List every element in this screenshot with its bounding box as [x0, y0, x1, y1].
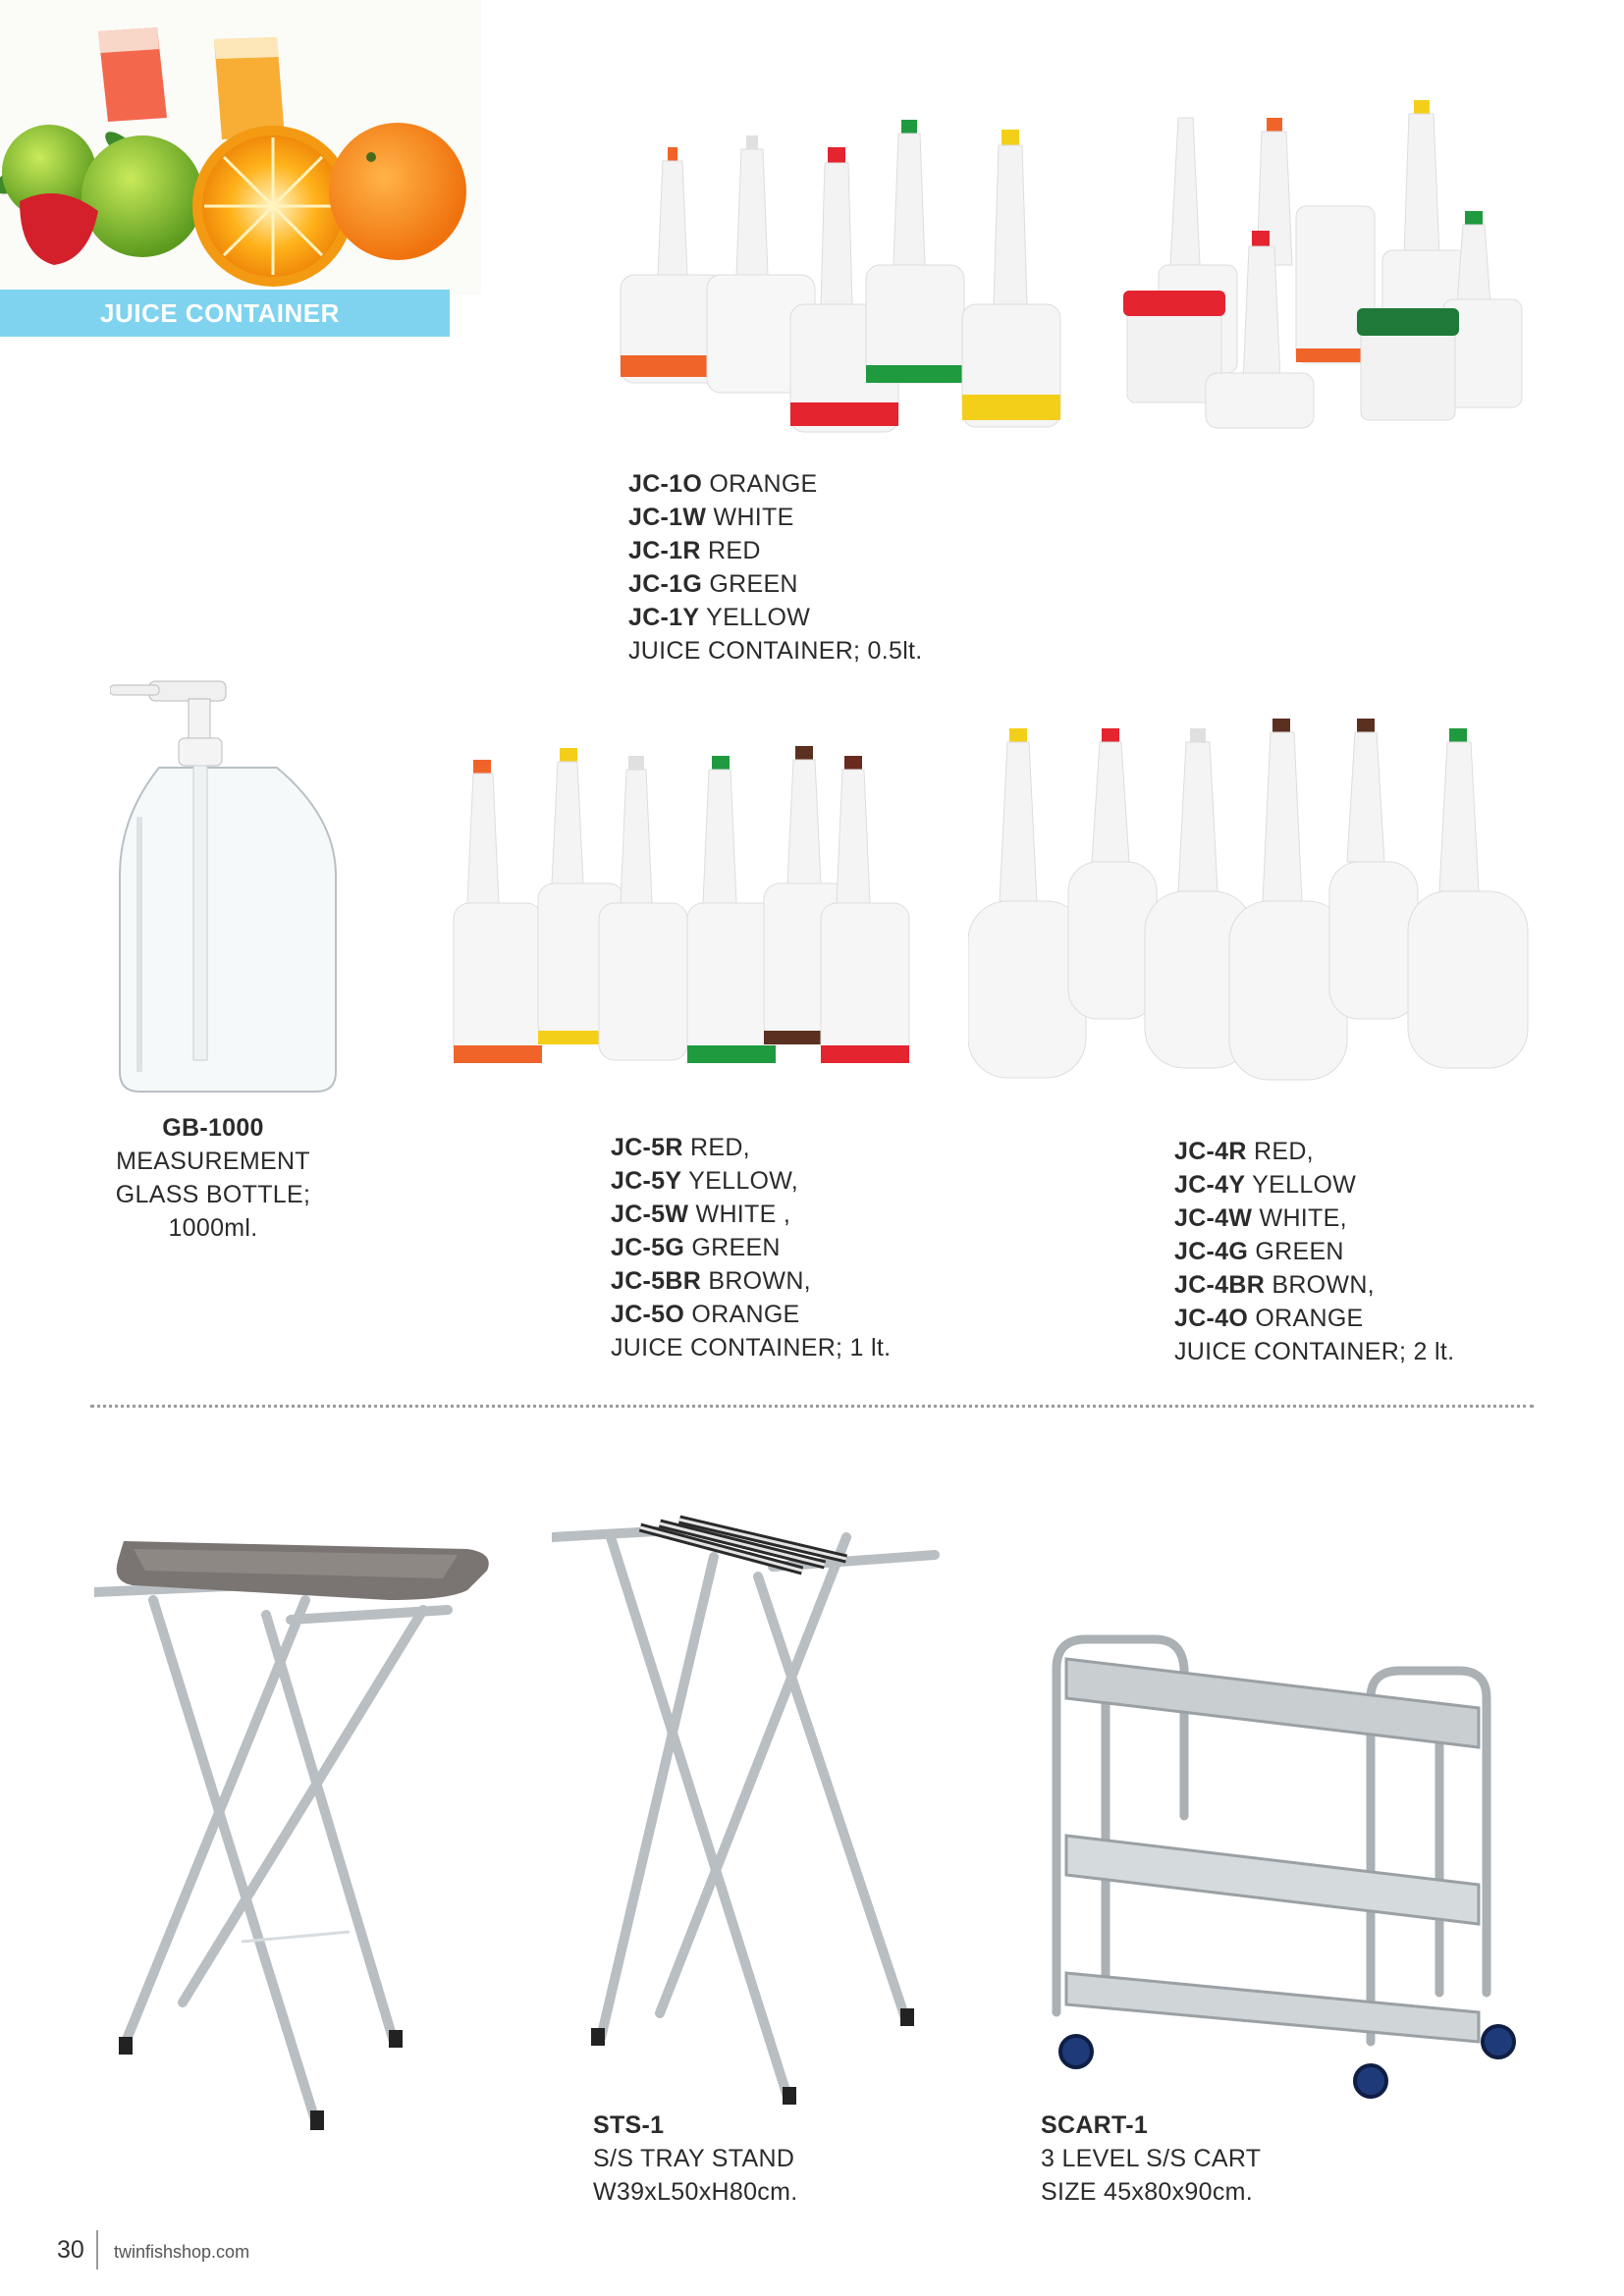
jc1-caption — [628, 467, 923, 667]
jc4-line: JC-4R RED, — [1174, 1138, 1314, 1165]
jc5-line: JC-5O ORANGE — [611, 1301, 800, 1328]
fruit-juice-photo — [0, 0, 481, 294]
gb1000-desc-line: MEASUREMENT — [116, 1148, 310, 1175]
jc5-line: JC-5R RED, — [611, 1134, 750, 1161]
gb1000-caption — [90, 1111, 336, 1245]
jc4-caption — [1174, 1135, 1454, 1368]
jc4-line: JC-4O ORANGE — [1174, 1305, 1364, 1332]
jc1-bottles-image — [609, 108, 1080, 442]
category-banner — [0, 290, 450, 337]
jc1-bottles-lids-image — [1119, 98, 1551, 442]
scart1-desc-line: 3 LEVEL S/S CART — [1041, 2145, 1262, 2172]
gb1000-code: GB-1000 — [162, 1114, 264, 1142]
jc5-line: JC-5G GREEN — [611, 1234, 781, 1261]
scart1-caption — [1041, 2109, 1261, 2209]
jc4-line: JC-4G GREEN — [1174, 1238, 1344, 1265]
gb1000-bottle-image — [110, 679, 346, 1101]
jc4-line: JC-4Y YELLOW — [1174, 1171, 1357, 1199]
jc4-line: JC-4W WHITE, — [1174, 1204, 1347, 1232]
bottle-green — [866, 120, 964, 383]
scart1-desc-line: SIZE 45x80x90cm. — [1041, 2178, 1254, 2206]
jc4-bottles-image — [968, 715, 1538, 1088]
footer-separator — [96, 2230, 98, 2269]
jc5-line: JC-5W WHITE , — [611, 1201, 791, 1228]
category-title: JUICE CONTAINER — [100, 298, 340, 328]
jc4-description: JUICE CONTAINER; 2 lt. — [1174, 1338, 1455, 1365]
gb1000-desc-line: 1000ml. — [168, 1214, 258, 1242]
footer-website: twinfishshop.com — [114, 2242, 250, 2262]
jc5-line: JC-5BR BROWN, — [611, 1267, 811, 1295]
jc5-caption — [611, 1131, 891, 1364]
jc1-line: JC-1G GREEN — [628, 570, 798, 598]
tray-stand-with-tray-image — [94, 1531, 507, 2140]
scart1-code: SCART-1 — [1041, 2111, 1149, 2139]
jc1-line: JC-1W WHITE — [628, 504, 794, 531]
jc5-description: JUICE CONTAINER; 1 lt. — [611, 1334, 892, 1362]
jc1-description: JUICE CONTAINER; 0.5lt. — [628, 637, 923, 665]
section-divider — [90, 1405, 1534, 1408]
gb1000-desc-line: GLASS BOTTLE; — [115, 1181, 311, 1208]
jc1-line: JC-1Y YELLOW — [628, 604, 811, 631]
jc4-line: JC-4BR BROWN, — [1174, 1271, 1375, 1299]
page-number: 30 — [57, 2236, 84, 2264]
sts1-desc-line: S/S TRAY STAND — [593, 2145, 795, 2172]
jc1-line: JC-1O ORANGE — [628, 470, 818, 498]
jc5-bottles-image — [452, 746, 913, 1080]
sts1-caption — [593, 2109, 797, 2209]
sts1-code: STS-1 — [593, 2111, 665, 2139]
scart1-cart-image — [1047, 1580, 1538, 2101]
bottle-yellow — [962, 130, 1060, 427]
jc1-line: JC-1R RED — [628, 537, 761, 564]
jc5-line: JC-5Y YELLOW, — [611, 1167, 799, 1195]
sts1-desc-line: W39xL50xH80cm. — [593, 2178, 798, 2206]
sts1-tray-stand-image — [552, 1498, 945, 2107]
